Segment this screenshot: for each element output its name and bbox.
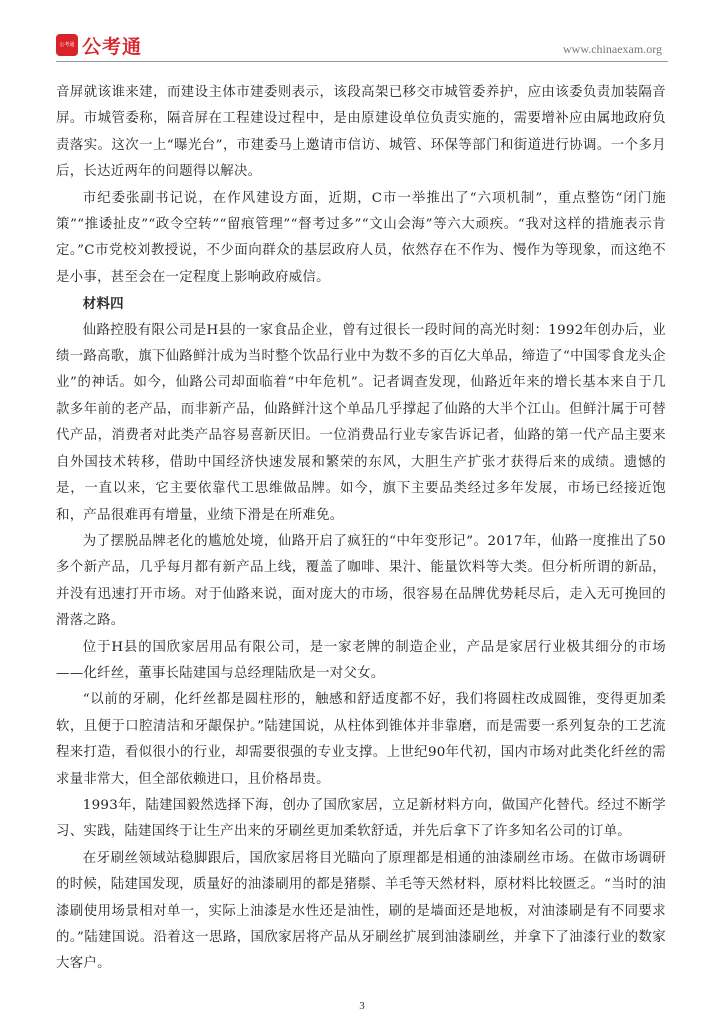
brand-logo[interactable]	[56, 34, 142, 56]
logo-badge-icon: 公考通	[56, 34, 78, 56]
paragraph: 仙路控股有限公司是H县的一家食品企业，曾有过很长一段时间的高光时刻：1992年创办后，业绩一路高歌，旗下仙路鲜汁成为当时整个饮品行业中为数不多的百亿大单品，缔造了“中国零食龙头企业”的神话。如今，仙路公司却面临着“中年危机”。记者调查发现，仙路近年来的增长基本来自于几款多年前的老产品，而非新产品，仙路鲜汁这个单品几乎撑起了仙路的大半个江山。但鲜汁属于可替代产品，消费者对此类产品容易喜新厌旧。一位消费品行业专家告诉记者，仙路的第一代产品主要来自外国技术转移，借助中国经济快速发展和繁荣的东风，大胆生产扩张才获得后来的成绩。遗憾的是，一直以来，它主要依靠代工思维做品牌。如今，旗下主要品类经过多年发展，市场已经接近饱和，产品很难再有增量，业绩下滑是在所难免。	[56, 322, 666, 523]
paragraph: 为了摆脱品牌老化的尴尬处境，仙路开启了疯狂的“中年变形记”。2017年，仙路一度推出了50多个新产品，几乎每月都有新产品上线，覆盖了咖啡、果汁、能量饮料等大类。但分析所谓的新品，并没有迅速打开市场。对于仙路来说，面对庞大的市场，很容易在品牌优势耗尽后，走入无可挽回的滑落之路。	[56, 533, 666, 629]
paragraph-continuation: 音屏就该谁来建，而建设主体市建委则表示，该段高架已移交市城管委养护，应由该委负责加装隔音屏。市城管委称，隔音屏在工程建设过程中，是由原建设单位负责实施的，需要增补应由属地政府负责落实。这次一上“曝光台”，市建委马上邀请市信访、城管、环保等部门和街道进行协调。一个多月后，长达近两年的问题得以解决。	[56, 85, 666, 180]
site-url: www.chinaexam.org	[563, 42, 662, 56]
header-divider	[56, 61, 668, 62]
paragraph: 在牙刷丝领域站稳脚跟后，国欣家居将目光瞄向了原理都是相通的油漆刷丝市场。在做市场调研的时候，陆建国发现，质量好的油漆刷用的都是猪鬃、羊毛等天然材料，原材料比较匮乏。“当时的油漆刷使用场景相对单一，实际上油漆是水性还是油性，刷的是墙面还是地板，对油漆刷是有不同要求的。”陆建国说。沿着这一思路，国欣家居将产品从牙刷丝扩展到油漆刷丝，并拿下了油漆行业的数家大客户。	[56, 850, 666, 972]
section-heading: 材料四	[82, 296, 124, 313]
logo-text: 公考通	[82, 35, 143, 58]
paragraph: 市纪委张副书记说，在作风建设方面，近期，C市一举推出了“六项机制”，重点整饬“闭门施策”“推诿扯皮”“政令空转”“留痕管理”“督考过多”“文山会海”等六大顽疾。“我对这样的措施表示肯定。”C市党校刘教授说，不少面向群众的基层政府人员，依然存在不作为、慢作为等现象，而这绝不是小事，甚至会在一定程度上影响政府威信。	[56, 190, 666, 285]
document-body	[56, 80, 666, 978]
page-number: 3	[359, 1000, 365, 1012]
paragraph: 位于H县的国欣家居用品有限公司，是一家老牌的制造企业，产品是家居行业极其细分的市场——化纤丝，董事长陆建国与总经理陆欣是一对父女。	[56, 639, 666, 681]
page-header	[0, 0, 724, 70]
paragraph: “以前的牙刷，化纤丝都是圆柱形的，触感和舒适度都不好，我们将圆柱改成圆锥，变得更加柔软，且便于口腔清洁和牙龈保护。”陆建国说，从柱体到锥体并非靠磨，而是需要一系列复杂的工艺流程来打造，看似很小的行业，却需要很强的专业支撑。上世纪90年代初，国内市场对此类化纤丝的需求量非常大，但全部依赖进口，且价格昂贵。	[56, 692, 666, 787]
paragraph: 1993年，陆建国毅然选择下海，创办了国欣家居，立足新材料方向，做国产化替代。经过不断学习、实践，陆建国终于让生产出来的牙刷丝更加柔软舒适，并先后拿下了许多知名公司的订单。	[56, 797, 666, 840]
